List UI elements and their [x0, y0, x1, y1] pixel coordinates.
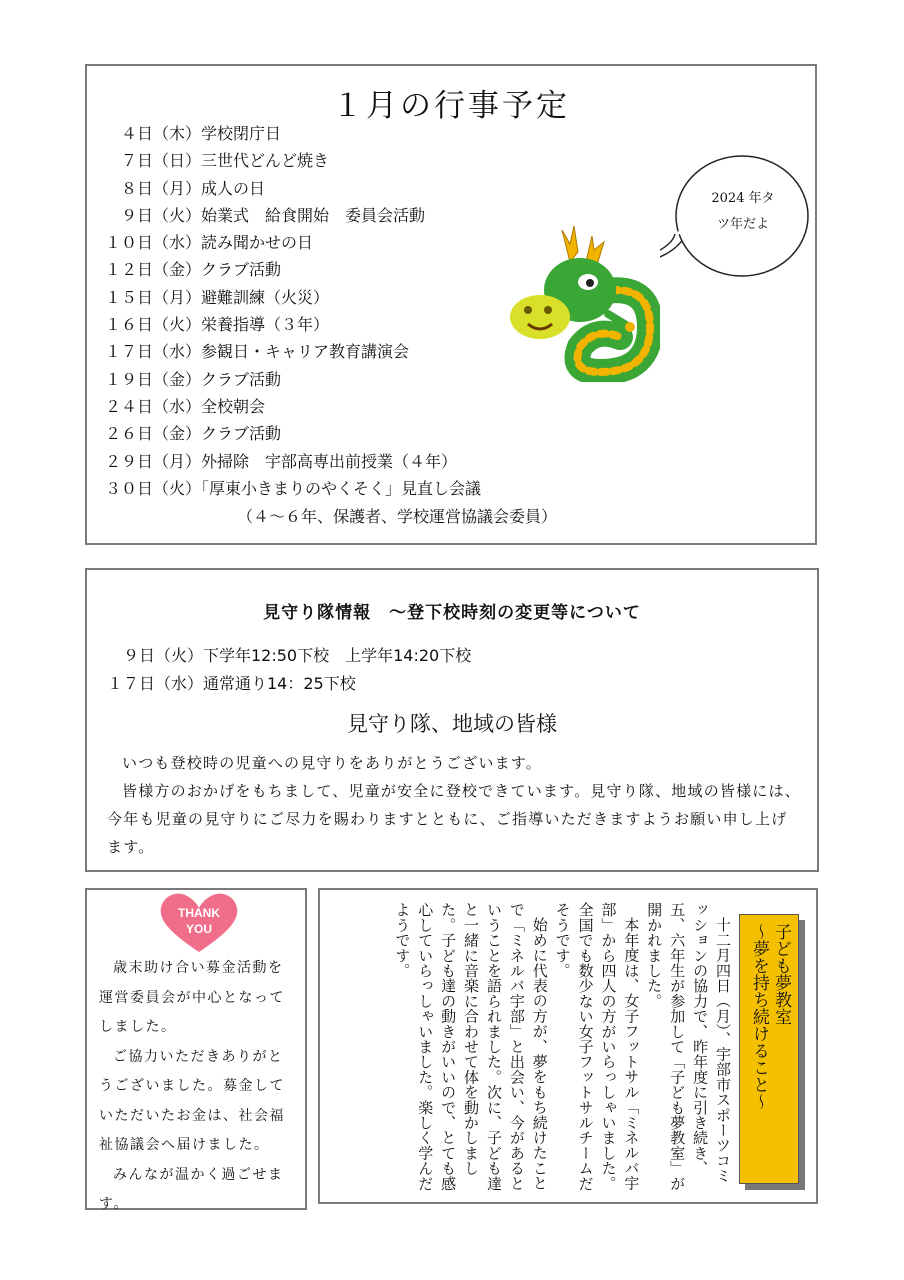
events-box — [85, 64, 817, 545]
dream-paragraph: 始めに代表の方が、夢をもち続けたことで「ミネルバ宇部」と出会い、今があるということを語られました。次に、子ども達と一緒に音楽に合わせて体を動かしました。子ども達の動きがいいので、とても感心していらっしゃいました。楽しく学んだようです。 — [393, 902, 549, 1191]
dragon-illustration — [500, 222, 660, 382]
heart-icon — [159, 892, 239, 954]
dream-title-box — [739, 914, 799, 1184]
watch-paragraph: 皆様方のおかげをもちまして、児童が安全に登校できています。見守り隊、地域の皆様には、今年も児童の見守りにご尽力を賜わりますとともに、ご指導いただきますようお願い申し上げます。 — [107, 782, 801, 856]
events-title: １月の行事予定 — [332, 88, 570, 124]
heart-text-1: THANK — [178, 906, 220, 920]
event-item: ２９日（月）外掃除 宇部高専出前授業（４年） — [105, 451, 458, 471]
thanks-paragraph: ご協力いただきありがとうございました。募金していただいたお金は、社会福祉協議会へ届けました。 — [99, 1048, 285, 1153]
dream-text — [334, 902, 734, 1194]
event-item: ２４日（水）全校朝会 — [105, 396, 266, 416]
dream-title-line2: ～夢を持ち続けること～ — [749, 923, 769, 1110]
watch-heading: 見守り隊情報 ～登下校時刻の変更等について — [263, 603, 641, 623]
event-item: ４日（木）学校閉庁日 — [105, 124, 282, 143]
watch-subheading: 見守り隊、地域の皆様 — [347, 712, 557, 736]
thanks-paragraph: 歳末助け合い募金活動を運営委員会が中心となってしました。 — [99, 960, 285, 1035]
event-item: １９日（金）クラブ活動 — [105, 369, 282, 389]
speech-bubble — [660, 154, 810, 282]
event-item: １５日（月）避難訓練（火災） — [105, 287, 330, 307]
heart-badge — [159, 892, 239, 954]
dragon-icon — [500, 222, 660, 382]
watch-times — [107, 642, 471, 698]
bubble-line: ツ年だよ — [716, 217, 769, 232]
events-list — [105, 120, 481, 502]
heart-text-2: YOU — [185, 922, 213, 936]
bubble-line: 2024 年タ — [711, 191, 775, 206]
time-row: ９日（火）下学年12:50下校 上学年14:20下校 — [107, 646, 472, 665]
dream-box — [318, 888, 818, 1204]
event-item: １０日（水）読み聞かせの日 — [105, 233, 314, 253]
event-item: １２日（金）クラブ活動 — [105, 260, 282, 280]
event-item: ８日（月）成人の日 — [105, 178, 266, 198]
event-item: １６日（火）栄養指導（３年） — [105, 315, 330, 335]
event-item: ２６日（金）クラブ活動 — [105, 424, 282, 444]
event-item: １７日（水）参観日・キャリア教育講演会 — [105, 342, 410, 362]
events-note: （４～６年、保護者、学校運営協議会委員） — [237, 507, 558, 526]
thanks-paragraph: みんなが温かく過ごせます。 — [99, 1166, 284, 1212]
thanks-box — [85, 888, 307, 1210]
watch-paragraph: いつも登校時の児童への見守りをありがとうございます。 — [122, 754, 543, 772]
dream-title — [740, 915, 800, 1183]
event-item: ３０日（火）「厚東小きまりのやくそく」見直し会議 — [105, 478, 482, 498]
bubble-text — [698, 186, 788, 238]
dream-paragraph: 本年度は、女子フットサル「ミネルバ宇部」から四人の方がいらっしゃいました。全国でも数少ない女子フットサルチームだそうです。 — [553, 902, 641, 1191]
dream-paragraph: 十二月四日（月）、宇部市スポーツコミッションの協力で、昨年度に引き続き、五、六年生が参加して「子ども夢教室」が開かれました。 — [645, 902, 732, 1191]
watch-box — [85, 568, 819, 872]
watch-paragraphs — [107, 749, 801, 861]
event-item: ７日（日）三世代どんど焼き — [105, 151, 330, 171]
thanks-paragraphs — [99, 954, 295, 1220]
time-row: １７日（水）通常通り14：25下校 — [107, 674, 356, 693]
dream-title-line1: 子ども夢教室 — [771, 923, 791, 1025]
event-item: ９日（火）始業式 給食開始 委員会活動 — [105, 205, 426, 225]
